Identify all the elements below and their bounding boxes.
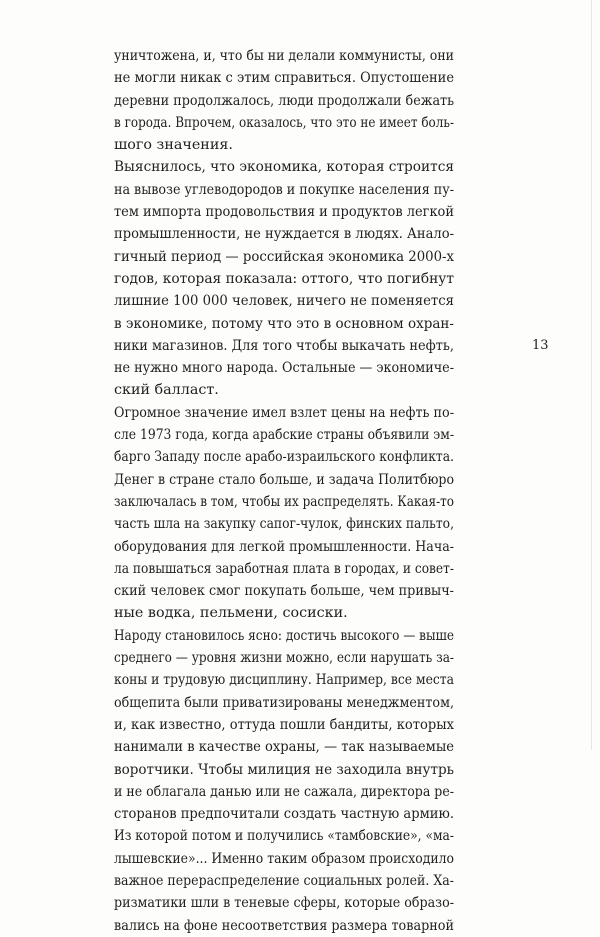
page-edge-shadow: [591, 0, 592, 750]
text-line: Народу становилось ясно: достичь высокого — выше: [114, 627, 454, 644]
text-line: оборудования для легкой промышленности. Нача-: [114, 538, 454, 555]
text-line: в экономике, потому что это в основном охран-: [114, 315, 454, 332]
text-line: среднего — уровня жизни можно, если нарушать за-: [114, 650, 454, 667]
text-line: нанимали в качестве охраны, — так называемые: [114, 739, 454, 756]
text-line: часть шла на закупку сапог-чулок, финских пальто,: [114, 516, 454, 533]
text-line: промышленности, не нуждается в людях. Анало-: [114, 226, 454, 243]
text-line: Выяснилось, что экономика, которая строится: [114, 159, 454, 176]
text-line: сторанов предпочитали создать частную армию.: [114, 806, 454, 823]
text-line: не нужно много народа. Остальные — экономиче-: [114, 360, 454, 377]
text-line: ский человек смог покупать больше, чем привыч-: [114, 583, 454, 600]
text-line: ла повышаться заработная плата в городах, и совет-: [114, 560, 454, 577]
text-line: заключалась в том, чтобы их распределять. Какая-то: [114, 493, 454, 510]
text-line: коны и трудовую дисциплину. Например, все места: [114, 672, 454, 689]
text-line: в города. Впрочем, оказалось, что это не имеет боль-: [114, 114, 454, 131]
text-line: общепита были приватизированы менеджментом,: [114, 694, 454, 711]
text-line: воротчики. Чтобы милиция не заходила внутрь: [114, 761, 454, 778]
text-line: барго Западу после арабо-израильского конфликта.: [114, 449, 454, 466]
text-line: на вывозе углеводородов и покупке населения пу-: [114, 181, 454, 198]
text-line: тем импорта продовольствия и продуктов легкой: [114, 204, 454, 221]
text-line: Денег в стране стало больше, и задача Политбюро: [114, 471, 454, 488]
text-line: важное перераспределение социальных ролей. Ха-: [114, 872, 454, 889]
text-line: шого значения.: [114, 137, 233, 154]
body-text: [114, 45, 454, 937]
text-line: годов, которая показала: оттого, что погибнут: [114, 270, 454, 287]
text-line: лышевские»... Именно таким образом происходило: [114, 850, 454, 867]
text-line: деревни продолжалось, люди продолжали бежать: [114, 92, 454, 109]
page-number: 13: [532, 338, 549, 353]
text-line: Из которой потом и получились «тамбовские», «ма-: [114, 828, 454, 845]
text-line: сле 1973 года, когда арабские страны объявили эм-: [114, 427, 454, 444]
text-line: Огромное значение имел взлет цены на нефть по-: [114, 404, 454, 421]
text-line: ризматики шли в теневые сферы, которые образо-: [114, 895, 454, 912]
text-line: и не облагала данью или не сажала, директора ре-: [114, 783, 454, 800]
text-line: ные водка, пельмени, сосиски.: [114, 605, 348, 622]
text-line: ники магазинов. Для того чтобы выкачать нефть,: [114, 337, 454, 354]
text-line: вались на фоне несоответствия размера товарной: [114, 917, 454, 934]
text-line: не могли никак с этим справиться. Опустошение: [114, 70, 454, 87]
text-line: уничтожена, и, что бы ни делали коммунисты, они: [114, 48, 454, 64]
text-line: лишние 100 000 человек, ничего не поменяется: [114, 293, 454, 310]
text-line: гичный период — российская экономика 2000-х: [114, 248, 454, 265]
text-line: и, как известно, оттуда пошли бандиты, которых: [114, 716, 454, 733]
text-line: ский балласт.: [114, 382, 219, 399]
